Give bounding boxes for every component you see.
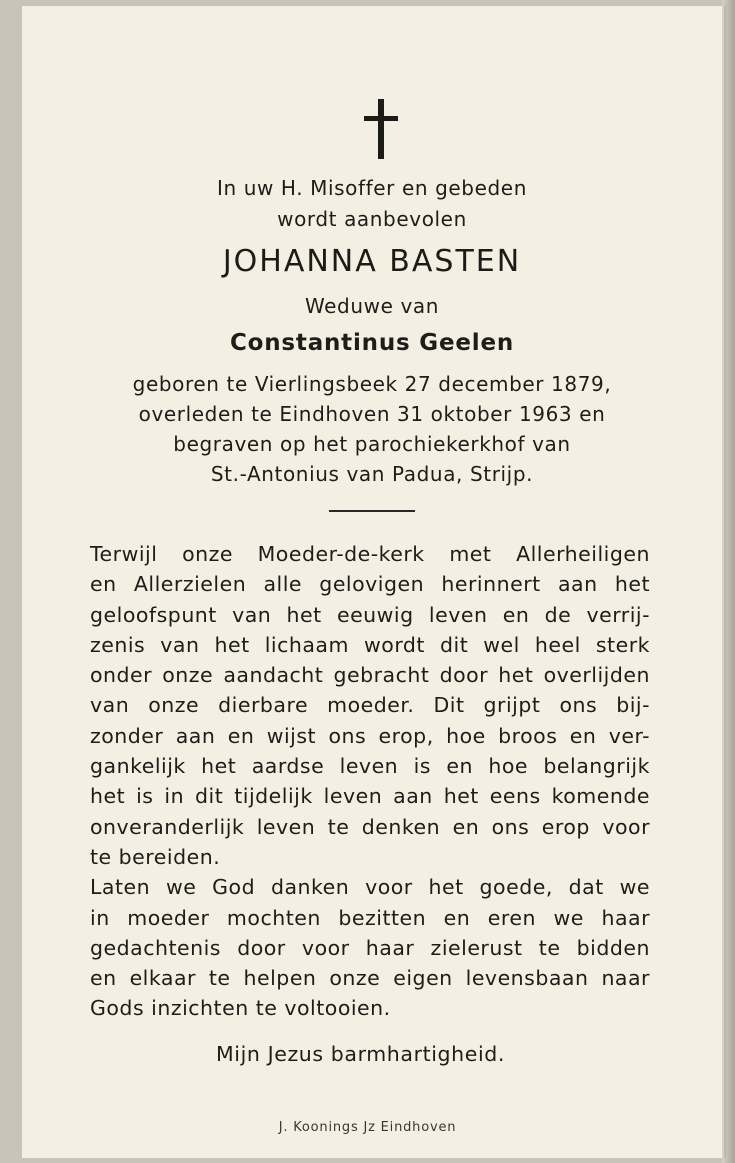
paragraph-line: en elkaar te helpen onze eigen levensbaan naar — [90, 966, 650, 991]
paragraph-line: in moeder mochten bezitten en eren we haar — [90, 905, 650, 930]
card-edge-shadow — [722, 0, 735, 1163]
paragraph-line: Gods inzichten te voltooien. — [90, 996, 391, 1021]
paragraph-line: geloofspunt van het eeuwig leven en de verrij- — [90, 602, 650, 627]
widow-of-label: Weduwe van — [304, 294, 440, 318]
detail-line: St.-Antonius van Padua, Strijp. — [210, 462, 534, 486]
paragraph-line: onveranderlijk leven te denken en ons erop voor — [90, 814, 650, 839]
paragraph-line: het is in dit tijdelijk leven aan het eens komende — [90, 784, 650, 809]
paragraph-1 — [90, 539, 650, 1024]
cross-icon — [354, 97, 408, 161]
paragraph-line: zenis van het lichaam wordt dit wel heel sterk — [90, 632, 650, 657]
detail-line: geboren te Vierlingsbeek 27 december 1879, — [132, 372, 612, 396]
paragraph-line: gedachtenis door voor haar zielerust te bidden — [90, 935, 650, 960]
paragraph-line: onder onze aandacht gebracht door het overlijden — [90, 663, 650, 688]
paragraph-line: Laten we God danken voor het goede, dat we — [90, 875, 650, 900]
paragraph-line: van onze dierbare moeder. Dit grijpt ons bij- — [90, 693, 650, 718]
divider — [329, 510, 415, 512]
printer-imprint: J. Koonings Jz Eindhoven — [278, 1120, 457, 1135]
paragraph-line: te bereiden. — [90, 844, 221, 869]
detail-line: begraven op het parochiekerkhof van — [173, 432, 571, 456]
paragraph-line: Terwijl onze Moeder-de-kerk met Allerheiligen — [90, 542, 650, 566]
paragraph-line: en Allerzielen alle gelovigen herinnert aan het — [90, 572, 650, 597]
intro-line-2: wordt aanbevolen — [277, 207, 467, 231]
deceased-name: JOHANNA BASTEN — [222, 244, 522, 279]
closing-prayer: Mijn Jezus barmhartigheid. — [216, 1042, 505, 1066]
detail-line: overleden te Eindhoven 31 oktober 1963 en — [138, 402, 606, 426]
paragraph-line: zonder aan en wijst ons erop, hoe broos en ver- — [90, 723, 650, 748]
intro-line-1: In uw H. Misoffer en gebeden — [217, 176, 527, 200]
memorial-card — [22, 6, 722, 1158]
paragraph-line: gankelijk het aardse leven is en hoe belangrijk — [90, 754, 650, 779]
spouse-name: Constantinus Geelen — [229, 330, 515, 356]
